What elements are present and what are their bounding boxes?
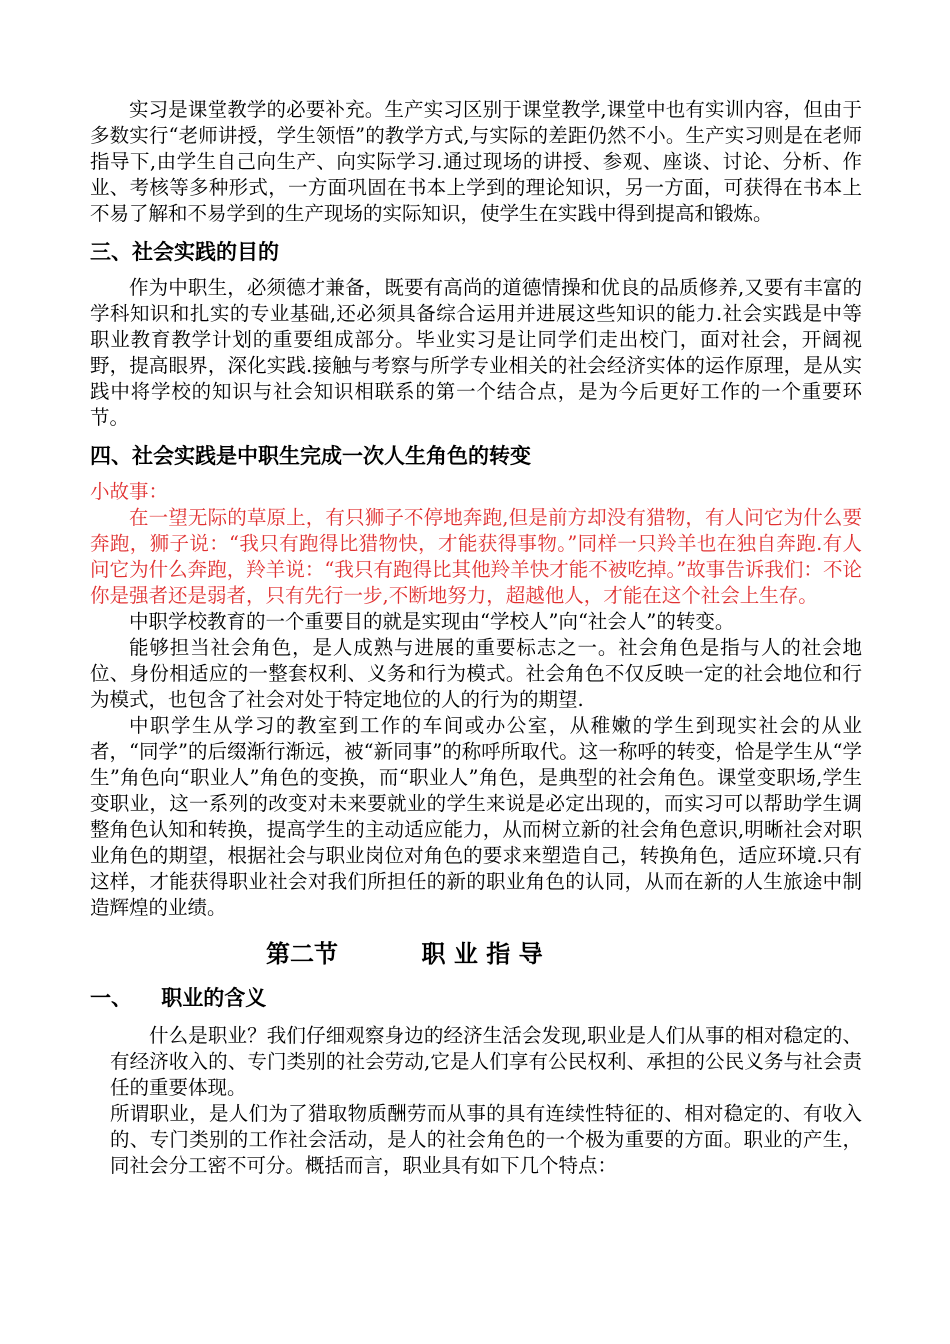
paragraph-social-role: 能够担当社会角色，是人成熟与进展的重要标志之一。社会角色是指与人的社会地位、身份相适应的一整套权利、义务和行为模式。社会角色不仅反映一定的社会地位和行为模式，也包含了社会对处于特定地位的人的行为的期望. <box>90 636 862 711</box>
subheading-career-meaning: 一、 职业的含义 <box>90 986 267 1010</box>
paragraph-career-definition: 所谓职业，是人们为了猎取物质酬劳而从事的具有连续性特征的、相对稳定的、有收入的、专门类别的工作社会活动，是人的社会角色的一个极为重要的方面。职业的产生，同社会分工密不可分。概括而言，职业具有如下几个特点： <box>110 1102 862 1177</box>
paragraph-internship: 实习是课堂教学的必要补充。生产实习区别于课堂教学,课堂中也有实训内容，但由于多数实行“老师讲授，学生领悟”的教学方式,与实际的差距仍然不小。生产实习则是在老师指导下,由学生自己向生产、向实际学习.通过现场的讲授、参观、座谈、讨论、分析、作业、考核等多种形式，一方面巩固在书本上学到的理论知识，另一方面，可获得在书本上不易了解和不易学到的生产现场的实际知识，使学生在实践中得到提高和锻炼。 <box>90 98 862 225</box>
story-text: 在一望无际的草原上，有只狮子不停地奔跑,但是前方却没有猎物，有人问它为什么要奔跑，狮子说：“我只有跑得比猎物快，才能获得事物。”同样一只羚羊也在独自奔跑.有人问它为什么奔跑，羚羊说：“我只有跑得比其他羚羊快才能不被吃掉。”故事告诉我们：不论你是强者还是弱者，只有先行一步,不断地努力，超越他人，才能在这个社会上生存。 <box>90 506 862 607</box>
story-title: 小故事： <box>90 480 169 503</box>
paragraph-role-change: 中职学生从学习的教室到工作的车间或办公室，从稚嫩的学生到现实社会的从业者，“同学”的后缀渐行渐远，被“新同事”的称呼所取代。这一称呼的转变，恰是学生从“学生”角色向“职业人”角色的变换，而“职业人”角色，是典型的社会角色。课堂变职场,学生变职业，这一系列的改变对未来要就业的学生来说是必定出现的，而实习可以帮助学生调整角色认知和转换，提高学生的主动适应能力，从而树立新的社会角色意识,明晰社会对职业角色的期望，根据社会与职业岗位对角色的要求来塑造自己，转换角色，适应环境.只有这样，才能获得职业社会对我们所担任的新的职业角色的认同，从而在新的人生旅途中制造辉煌的业绩。 <box>90 714 862 919</box>
section-title: 第二节 职 业 指 导 <box>266 940 543 968</box>
heading-section-4: 四、社会实践是中职生完成一次人生角色的转变 <box>90 444 531 468</box>
paragraph-practice-purpose: 作为中职生，必须德才兼备，既要有高尚的道德情操和优良的品质修养,又要有丰富的学科知识和扎实的专业基础,还必须具备综合运用并进展这些知识的能力.社会实践是中等职业教育教学计划的重要组成部分。毕业实习是让同学们走出校门，面对社会，开阔视野，提高眼界，深化实践.接触与考察与所学专业相关的社会经济实体的运作原理，是从实践中将学校的知识与社会知识相联系的第一个结合点，是为今后更好工作的一个重要环节。 <box>90 276 862 429</box>
paragraph-what-is-career: 什么是职业？我们仔细观察身边的经济生活会发现,职业是人们从事的相对稳定的、有经济收入的、专门类别的社会劳动,它是人们享有公民权利、承担的公民义务与社会责任的重要体现。 <box>110 1024 862 1099</box>
heading-section-3: 三、社会实践的目的 <box>90 240 279 264</box>
career-definition-block <box>90 1023 862 1179</box>
paragraph-education-goal: 中职学校教育的一个重要目的就是实现由“学校人”向“社会人”的转变。 <box>129 610 735 633</box>
